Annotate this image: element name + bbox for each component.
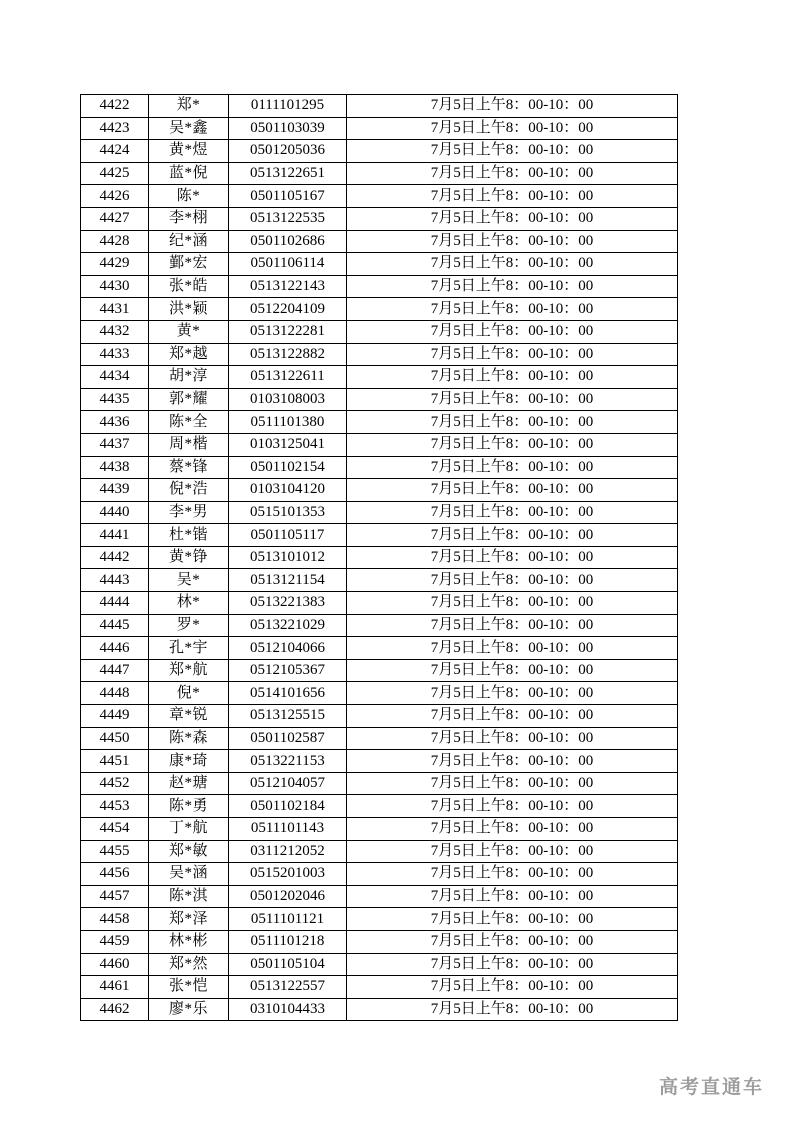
table-row	[81, 546, 678, 569]
candidate-number-cell: 4448	[81, 682, 149, 705]
candidate-name-cell: 张*皓	[149, 275, 229, 298]
exam-time-cell: 7月5日上午8：00-10：00	[347, 908, 678, 931]
exam-id-cell: 0501102587	[229, 727, 347, 750]
exam-time-cell: 7月5日上午8：00-10：00	[347, 863, 678, 886]
exam-time-cell: 7月5日上午8：00-10：00	[347, 998, 678, 1021]
candidate-number-cell: 4450	[81, 727, 149, 750]
exam-id-cell: 0513121154	[229, 569, 347, 592]
exam-id-cell: 0501105167	[229, 185, 347, 208]
exam-id-cell: 0501103039	[229, 117, 347, 140]
exam-id-cell: 0512104066	[229, 637, 347, 660]
table-row	[81, 524, 678, 547]
table-row	[81, 908, 678, 931]
exam-time-cell: 7月5日上午8：00-10：00	[347, 637, 678, 660]
table-row	[81, 343, 678, 366]
candidate-number-cell: 4423	[81, 117, 149, 140]
exam-time-cell: 7月5日上午8：00-10：00	[347, 772, 678, 795]
candidate-name-cell: 陈*勇	[149, 795, 229, 818]
candidate-number-cell: 4429	[81, 253, 149, 276]
candidate-number-cell: 4436	[81, 411, 149, 434]
candidate-name-cell: 鄞*宏	[149, 253, 229, 276]
table-row	[81, 185, 678, 208]
table-row	[81, 659, 678, 682]
candidate-name-cell: 倪*浩	[149, 479, 229, 502]
exam-time-cell: 7月5日上午8：00-10：00	[347, 320, 678, 343]
exam-id-cell: 0103125041	[229, 433, 347, 456]
candidate-name-cell: 黄*铮	[149, 546, 229, 569]
table-row	[81, 682, 678, 705]
candidate-number-cell: 4446	[81, 637, 149, 660]
exam-time-cell: 7月5日上午8：00-10：00	[347, 840, 678, 863]
candidate-number-cell: 4426	[81, 185, 149, 208]
exam-id-cell: 0514101656	[229, 682, 347, 705]
exam-id-cell: 0511101121	[229, 908, 347, 931]
table-row	[81, 320, 678, 343]
table-row	[81, 388, 678, 411]
candidate-name-cell: 罗*	[149, 614, 229, 637]
candidate-number-cell: 4440	[81, 501, 149, 524]
table-row	[81, 366, 678, 389]
exam-time-cell: 7月5日上午8：00-10：00	[347, 162, 678, 185]
candidate-number-cell: 4434	[81, 366, 149, 389]
exam-time-cell: 7月5日上午8：00-10：00	[347, 976, 678, 999]
exam-id-cell: 0513122882	[229, 343, 347, 366]
exam-time-cell: 7月5日上午8：00-10：00	[347, 117, 678, 140]
candidate-number-cell: 4454	[81, 818, 149, 841]
exam-id-cell: 0501205036	[229, 140, 347, 163]
candidate-name-cell: 李*男	[149, 501, 229, 524]
candidate-name-cell: 郑*航	[149, 659, 229, 682]
candidate-name-cell: 林*彬	[149, 930, 229, 953]
table-row	[81, 298, 678, 321]
candidate-number-cell: 4461	[81, 976, 149, 999]
candidate-name-cell: 陈*淇	[149, 885, 229, 908]
table-row	[81, 885, 678, 908]
exam-time-cell: 7月5日上午8：00-10：00	[347, 140, 678, 163]
candidate-name-cell: 周*楷	[149, 433, 229, 456]
exam-time-cell: 7月5日上午8：00-10：00	[347, 659, 678, 682]
exam-time-cell: 7月5日上午8：00-10：00	[347, 479, 678, 502]
exam-id-cell: 0513122557	[229, 976, 347, 999]
exam-id-cell: 0512204109	[229, 298, 347, 321]
candidate-name-cell: 吴*涵	[149, 863, 229, 886]
candidate-name-cell: 郑*然	[149, 953, 229, 976]
candidate-name-cell: 吴*	[149, 569, 229, 592]
candidate-number-cell: 4431	[81, 298, 149, 321]
exam-id-cell: 0501102154	[229, 456, 347, 479]
exam-time-cell: 7月5日上午8：00-10：00	[347, 456, 678, 479]
exam-id-cell: 0103108003	[229, 388, 347, 411]
exam-id-cell: 0310104433	[229, 998, 347, 1021]
candidate-name-cell: 陈*全	[149, 411, 229, 434]
exam-id-cell: 0103104120	[229, 479, 347, 502]
candidate-number-cell: 4444	[81, 592, 149, 615]
exam-time-cell: 7月5日上午8：00-10：00	[347, 614, 678, 637]
candidate-number-cell: 4430	[81, 275, 149, 298]
exam-id-cell: 0501102686	[229, 230, 347, 253]
table-row	[81, 501, 678, 524]
exam-time-cell: 7月5日上午8：00-10：00	[347, 727, 678, 750]
table-row	[81, 162, 678, 185]
exam-time-cell: 7月5日上午8：00-10：00	[347, 795, 678, 818]
candidate-name-cell: 郑*	[149, 95, 229, 118]
candidate-number-cell: 4422	[81, 95, 149, 118]
table-row	[81, 411, 678, 434]
exam-time-cell: 7月5日上午8：00-10：00	[347, 185, 678, 208]
table-row	[81, 117, 678, 140]
candidate-number-cell: 4458	[81, 908, 149, 931]
candidate-number-cell: 4456	[81, 863, 149, 886]
table-row	[81, 140, 678, 163]
candidate-name-cell: 林*	[149, 592, 229, 615]
candidate-number-cell: 4433	[81, 343, 149, 366]
exam-time-cell: 7月5日上午8：00-10：00	[347, 885, 678, 908]
exam-time-cell: 7月5日上午8：00-10：00	[347, 705, 678, 728]
candidate-name-cell: 郑*泽	[149, 908, 229, 931]
table-row	[81, 230, 678, 253]
candidate-number-cell: 4438	[81, 456, 149, 479]
candidate-number-cell: 4460	[81, 953, 149, 976]
candidate-number-cell: 4451	[81, 750, 149, 773]
exam-id-cell: 0501105104	[229, 953, 347, 976]
candidate-number-cell: 4437	[81, 433, 149, 456]
exam-id-cell: 0513221153	[229, 750, 347, 773]
candidate-number-cell: 4455	[81, 840, 149, 863]
candidate-name-cell: 倪*	[149, 682, 229, 705]
exam-id-cell: 0513122281	[229, 320, 347, 343]
candidate-number-cell: 4462	[81, 998, 149, 1021]
candidate-name-cell: 纪*涵	[149, 230, 229, 253]
exam-id-cell: 0511101218	[229, 930, 347, 953]
candidate-number-cell: 4441	[81, 524, 149, 547]
exam-time-cell: 7月5日上午8：00-10：00	[347, 501, 678, 524]
table-row	[81, 976, 678, 999]
exam-time-cell: 7月5日上午8：00-10：00	[347, 433, 678, 456]
table-row	[81, 795, 678, 818]
exam-time-cell: 7月5日上午8：00-10：00	[347, 275, 678, 298]
watermark-text: 高考直通车	[658, 1077, 764, 1098]
exam-time-cell: 7月5日上午8：00-10：00	[347, 930, 678, 953]
candidate-name-cell: 康*琦	[149, 750, 229, 773]
candidate-number-cell: 4452	[81, 772, 149, 795]
candidate-name-cell: 洪*颖	[149, 298, 229, 321]
candidate-name-cell: 蔡*锋	[149, 456, 229, 479]
exam-id-cell: 0311212052	[229, 840, 347, 863]
exam-time-cell: 7月5日上午8：00-10：00	[347, 343, 678, 366]
exam-id-cell: 0513122535	[229, 207, 347, 230]
exam-id-cell: 0501102184	[229, 795, 347, 818]
table-row	[81, 479, 678, 502]
table-row	[81, 637, 678, 660]
table-row	[81, 998, 678, 1021]
candidate-name-cell: 黄*	[149, 320, 229, 343]
exam-time-cell: 7月5日上午8：00-10：00	[347, 524, 678, 547]
candidate-name-cell: 郑*敏	[149, 840, 229, 863]
candidate-number-cell: 4435	[81, 388, 149, 411]
candidate-name-cell: 丁*航	[149, 818, 229, 841]
table-row	[81, 818, 678, 841]
exam-time-cell: 7月5日上午8：00-10：00	[347, 546, 678, 569]
candidate-name-cell: 陈*森	[149, 727, 229, 750]
candidate-name-cell: 黄*煜	[149, 140, 229, 163]
candidate-name-cell: 章*锐	[149, 705, 229, 728]
table-row	[81, 569, 678, 592]
table-row	[81, 750, 678, 773]
table-row	[81, 253, 678, 276]
table-row	[81, 95, 678, 118]
exam-id-cell: 0111101295	[229, 95, 347, 118]
exam-id-cell: 0515101353	[229, 501, 347, 524]
candidate-number-cell: 4457	[81, 885, 149, 908]
table-row	[81, 705, 678, 728]
exam-id-cell: 0512105367	[229, 659, 347, 682]
exam-id-cell: 0511101380	[229, 411, 347, 434]
candidate-name-cell: 郑*越	[149, 343, 229, 366]
table-row	[81, 772, 678, 795]
candidate-number-cell: 4442	[81, 546, 149, 569]
exam-time-cell: 7月5日上午8：00-10：00	[347, 750, 678, 773]
exam-time-cell: 7月5日上午8：00-10：00	[347, 682, 678, 705]
table-row	[81, 592, 678, 615]
exam-time-cell: 7月5日上午8：00-10：00	[347, 818, 678, 841]
exam-table-body	[81, 95, 678, 1021]
candidate-name-cell: 杜*锴	[149, 524, 229, 547]
exam-id-cell: 0501106114	[229, 253, 347, 276]
candidate-name-cell: 蓝*倪	[149, 162, 229, 185]
candidate-name-cell: 陈*	[149, 185, 229, 208]
candidate-number-cell: 4453	[81, 795, 149, 818]
exam-id-cell: 0513122143	[229, 275, 347, 298]
exam-time-cell: 7月5日上午8：00-10：00	[347, 207, 678, 230]
candidate-name-cell: 廖*乐	[149, 998, 229, 1021]
exam-id-cell: 0513122611	[229, 366, 347, 389]
candidate-number-cell: 4432	[81, 320, 149, 343]
exam-id-cell: 0513221383	[229, 592, 347, 615]
exam-id-cell: 0513125515	[229, 705, 347, 728]
candidate-number-cell: 4447	[81, 659, 149, 682]
table-row	[81, 456, 678, 479]
exam-time-cell: 7月5日上午8：00-10：00	[347, 253, 678, 276]
candidate-number-cell: 4439	[81, 479, 149, 502]
candidate-name-cell: 吴*鑫	[149, 117, 229, 140]
table-row	[81, 930, 678, 953]
candidate-name-cell: 张*恺	[149, 976, 229, 999]
table-row	[81, 840, 678, 863]
candidate-number-cell: 4449	[81, 705, 149, 728]
exam-time-cell: 7月5日上午8：00-10：00	[347, 298, 678, 321]
exam-time-cell: 7月5日上午8：00-10：00	[347, 953, 678, 976]
exam-id-cell: 0513122651	[229, 162, 347, 185]
candidate-name-cell: 赵*瑭	[149, 772, 229, 795]
candidate-name-cell: 胡*淳	[149, 366, 229, 389]
exam-id-cell: 0501202046	[229, 885, 347, 908]
table-row	[81, 275, 678, 298]
candidate-number-cell: 4445	[81, 614, 149, 637]
exam-schedule-table	[80, 94, 678, 1021]
exam-id-cell: 0511101143	[229, 818, 347, 841]
exam-id-cell: 0512104057	[229, 772, 347, 795]
candidate-number-cell: 4424	[81, 140, 149, 163]
table-row	[81, 207, 678, 230]
candidate-number-cell: 4443	[81, 569, 149, 592]
exam-id-cell: 0513221029	[229, 614, 347, 637]
exam-time-cell: 7月5日上午8：00-10：00	[347, 411, 678, 434]
candidate-name-cell: 郭*耀	[149, 388, 229, 411]
table-row	[81, 614, 678, 637]
exam-time-cell: 7月5日上午8：00-10：00	[347, 569, 678, 592]
exam-time-cell: 7月5日上午8：00-10：00	[347, 592, 678, 615]
exam-time-cell: 7月5日上午8：00-10：00	[347, 366, 678, 389]
exam-id-cell: 0515201003	[229, 863, 347, 886]
table-row	[81, 727, 678, 750]
table-row	[81, 863, 678, 886]
exam-id-cell: 0513101012	[229, 546, 347, 569]
table-row	[81, 953, 678, 976]
exam-time-cell: 7月5日上午8：00-10：00	[347, 388, 678, 411]
candidate-name-cell: 孔*宇	[149, 637, 229, 660]
candidate-number-cell: 4428	[81, 230, 149, 253]
exam-id-cell: 0501105117	[229, 524, 347, 547]
table-row	[81, 433, 678, 456]
candidate-number-cell: 4427	[81, 207, 149, 230]
candidate-number-cell: 4459	[81, 930, 149, 953]
exam-time-cell: 7月5日上午8：00-10：00	[347, 230, 678, 253]
exam-time-cell: 7月5日上午8：00-10：00	[347, 95, 678, 118]
candidate-name-cell: 李*栩	[149, 207, 229, 230]
candidate-number-cell: 4425	[81, 162, 149, 185]
